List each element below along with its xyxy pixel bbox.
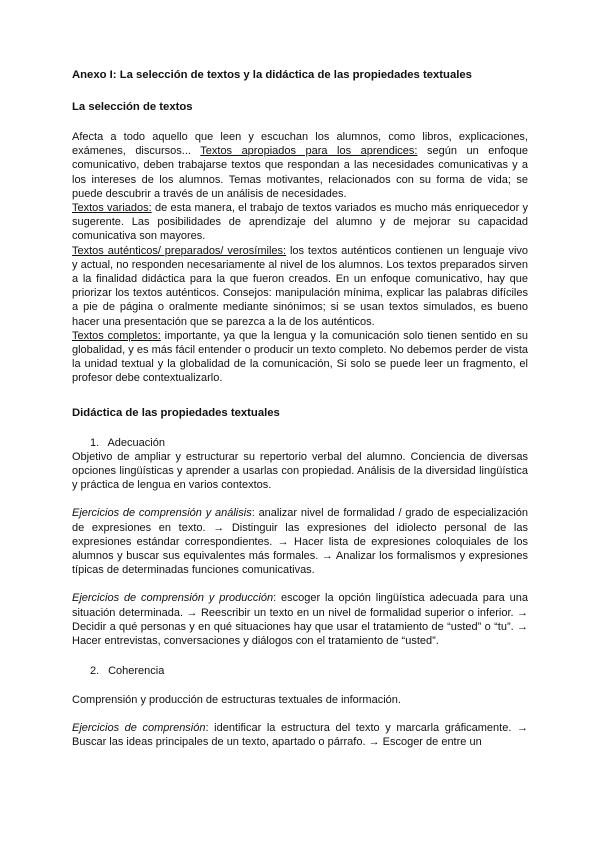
item-text-apropiados: según un enfoque comunicativo, deben trabajarse textos que respondan a las necesidades comunicativas y a los intereses de los alumnos. Temas motivantes, relacionados con su forma de vida; se puede descubrir a través de un análisis de necesidades.: [72, 145, 528, 200]
adecuacion-intro: Objetivo de ampliar y estructurar su repertorio verbal del alumno. Conciencia de diversas opciones lingüísticas y aprender a usarlas con propiedad. Análisis de la diversidad lingüística y práctica de lengua en varios contextos.: [72, 450, 528, 492]
exercise-text: : analizar nivel de formalidad / grado de especialización de expresiones en texto. → Distinguir las expresiones del idiolecto personal de las expresiones estándar correspondientes. → Hacer lista de expresiones coloquiales de los alumnos y buscar sus equivalentes más formales. → Analizar los formalismos y expresiones típicas de determinadas funciones comunicativas.: [72, 507, 528, 577]
item-label-apropiados: Textos apropiados para los aprendices:: [200, 145, 418, 158]
section-heading-didactica: Didáctica de las propiedades textuales: [72, 406, 280, 419]
item-label-variados: Textos variados:: [72, 202, 152, 215]
section-heading-seleccion: La selección de textos: [72, 101, 193, 113]
exercise-text: : identificar la estructura del texto y marcarla gráficamente. → Buscar las ideas principales de un texto, apartado o párrafo. → Escoger de entre un: [72, 721, 529, 748]
coherencia-intro: Comprensión y producción de estructuras textuales de información.: [72, 693, 401, 706]
exercise-label: Ejercicios de comprensión y producción: [72, 592, 274, 605]
subsection-title-coherencia: Coherencia: [108, 665, 165, 678]
item-text-completos: importante, ya que la lengua y la comunicación solo tienen sentido en su globalidad, y es más fácil entender o producir un texto completo. No debemos perder de vista la unidad textual y la globalidad de la comunicación, Si solo se puede leer un fragmento, el profesor debe contextualizarlo.: [72, 329, 528, 385]
adecuacion-exercise-1: [72, 506, 528, 577]
document-page: [72, 68, 528, 749]
item-label-completos: Textos completos:: [72, 329, 161, 342]
item-text-autenticos: los textos auténticos contienen un lenguaje vivo y actual, no responden necesariamente al nivel de los alumnos. Los textos preparados sirven a la finalidad didáctica para la que fueron creados. En un enfoque comunicativo, hay que priorizar los textos auténticos. Consejos: manipulación mínima, explicar las palabras difíciles a pie de página o oralmente mediante sinónimos; si se usan textos simulados, es bueno hacer una presentación que se parezca a la de los auténticos.: [72, 244, 529, 328]
intro-text: Afecta a todo aquello que leen y escuchan los alumnos, como libros, explicaciones, exámenes, discursos...: [72, 131, 528, 158]
item-text-variados: de esta manera, el trabajo de textos variados es mucho más enriquecedor y sugerente. Las posibilidades de aprendizaje del alumno y de mejorar su capacidad comunicativa son mayores.: [72, 202, 529, 243]
document-title: Anexo I: La selección de textos y la didáctica de las propiedades textuales: [72, 69, 472, 81]
coherencia-exercise-1: [72, 721, 528, 749]
list-number: 1.: [90, 436, 100, 449]
seleccion-body: [72, 130, 528, 386]
list-item-coherencia: [72, 664, 528, 678]
subsection-title-adecuacion: Adecuación: [107, 436, 165, 449]
exercise-label: Ejercicios de comprensión y análisis: [72, 507, 252, 520]
item-label-autenticos: Textos auténticos/ preparados/ verosímiles:: [72, 244, 287, 257]
exercise-text: : escoger la opción lingüística adecuada para una situación determinada. → Reescribir un texto en un nivel de formalidad superior o inferior. → Decidir a qué personas y en qué situaciones hay que usar el tratamiento de “usted” o “tu”. → Hacer entrevistas, conversaciones y diálogos con el tratamiento de “usted”.: [72, 592, 528, 648]
list-number: 2.: [90, 665, 100, 678]
adecuacion-exercise-2: [72, 591, 528, 648]
exercise-label: Ejercicios de comprensión: [72, 721, 206, 734]
list-item-adecuacion: [72, 436, 528, 450]
